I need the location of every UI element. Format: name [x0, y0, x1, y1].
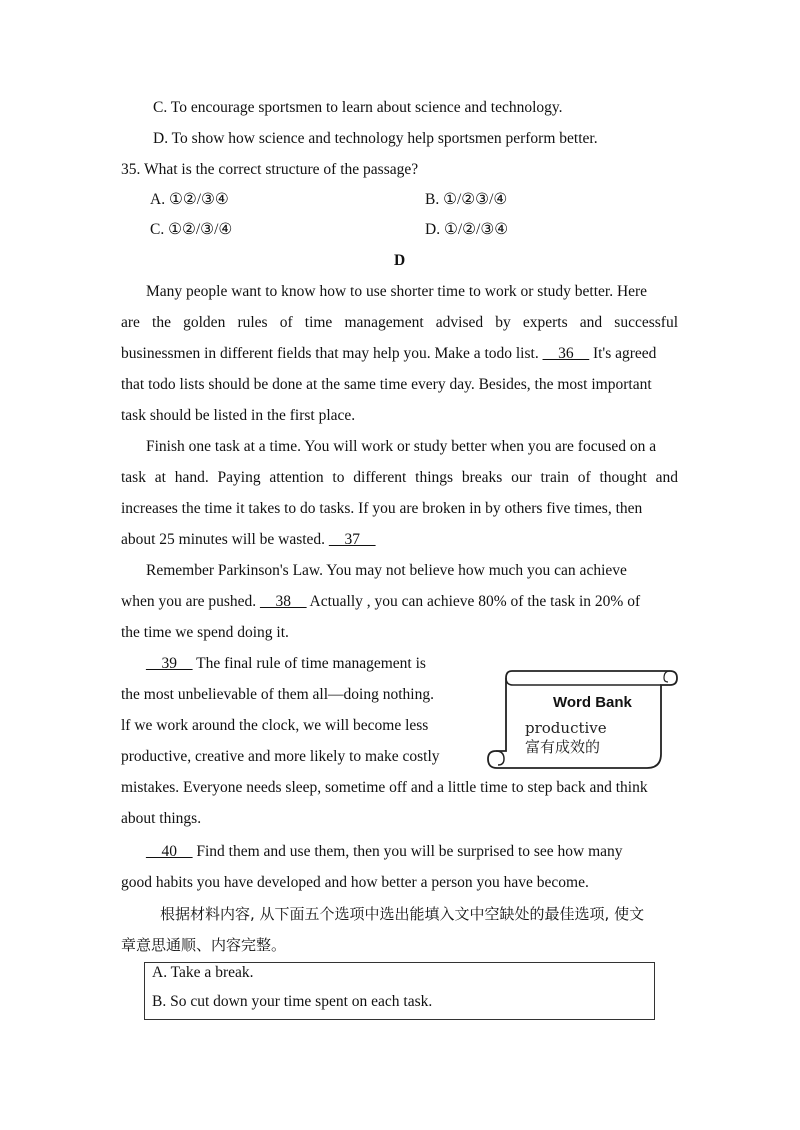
- section-title: D: [394, 252, 406, 269]
- p2-line-4-text: about 25 minutes will be wasted.: [121, 531, 329, 548]
- blank-37: __37__: [328, 531, 376, 548]
- p3-line-2: [121, 592, 640, 612]
- q34-option-c: C. To encourage sportsmen to learn about science and technology.: [153, 99, 563, 116]
- p4-line-1-text: The final rule of time management is: [196, 655, 426, 672]
- blank-36: __36__: [542, 345, 590, 362]
- instruction-line-2: 章意思通顺、内容完整。: [121, 936, 287, 954]
- p3-line-2-tail: Actually , you can achieve 80% of the task in 20% of: [306, 593, 641, 610]
- p1-line-5: task should be listed in the first place.: [121, 407, 356, 424]
- p2-line-3: increases the time it takes to do tasks. If you are broken in by others five times, then: [121, 500, 643, 517]
- p5-line-1: [146, 842, 623, 862]
- p1-line-2: are the golden rules of time management advised by experts and successful: [121, 314, 678, 331]
- p1-line-3-text: businessmen in different fields that may help you. Make a todo list.: [121, 345, 543, 362]
- p2-line-4: [121, 530, 375, 550]
- word-bank-word: productive: [525, 719, 607, 737]
- option-a: A. Take a break.: [152, 964, 254, 981]
- p3-line-3: the time we spend doing it.: [121, 624, 289, 641]
- p4-line-6: about things.: [121, 810, 202, 827]
- p5-line-2: good habits you have developed and how better a person you have become.: [121, 874, 589, 891]
- p4-line-3: lf we work around the clock, we will become less: [121, 717, 429, 734]
- p3-line-2-text: when you are pushed.: [121, 593, 261, 610]
- p5-line-1-text: Find them and use them, then you will be surprised to see how many: [196, 843, 623, 860]
- p1-line-1: Many people want to know how to use shorter time to work or study better. Here: [146, 283, 648, 300]
- p4-line-5: mistakes. Everyone needs sleep, sometime off and a little time to step back and think: [121, 779, 648, 796]
- word-bank-meaning: 富有成效的: [525, 738, 601, 756]
- instruction-line-1: 根据材料内容, 从下面五个选项中选出能填入文中空缺处的最佳选项, 使文: [160, 905, 645, 923]
- p2-line-2: task at hand. Paying attention to different things breaks our train of thought and: [121, 469, 678, 486]
- p1-line-4: that todo lists should be done at the same time every day. Besides, the most important: [121, 376, 652, 393]
- q35-option-c: C. ①②/③/④: [150, 221, 233, 238]
- p4-line-4: productive, creative and more likely to make costly: [121, 748, 440, 765]
- q35-option-b: B. ①/②③/④: [425, 191, 508, 208]
- q34-option-d: D. To show how science and technology help sportsmen perform better.: [153, 130, 598, 147]
- p2-line-1: Finish one task at a time. You will work or study better when you are focused on a: [146, 438, 657, 455]
- option-b: B. So cut down your time spent on each task.: [152, 993, 433, 1010]
- p1-line-3: [121, 344, 656, 364]
- p1-line-3-tail: It's agreed: [592, 345, 657, 362]
- blank-39: __39__: [146, 655, 193, 672]
- q35-option-a: A. ①②/③④: [150, 191, 229, 208]
- q35-question: 35. What is the correct structure of the passage?: [121, 161, 419, 178]
- p3-line-1: Remember Parkinson's Law. You may not believe how much you can achieve: [146, 562, 627, 579]
- blank-38: __38__: [260, 593, 307, 610]
- p4-line-1: [146, 654, 426, 674]
- blank-40: __40__: [146, 843, 193, 860]
- q35-option-d: D. ①/②/③④: [425, 221, 509, 238]
- word-bank-title: Word Bank: [553, 694, 632, 711]
- p4-line-2: the most unbelievable of them all—doing nothing.: [121, 686, 434, 703]
